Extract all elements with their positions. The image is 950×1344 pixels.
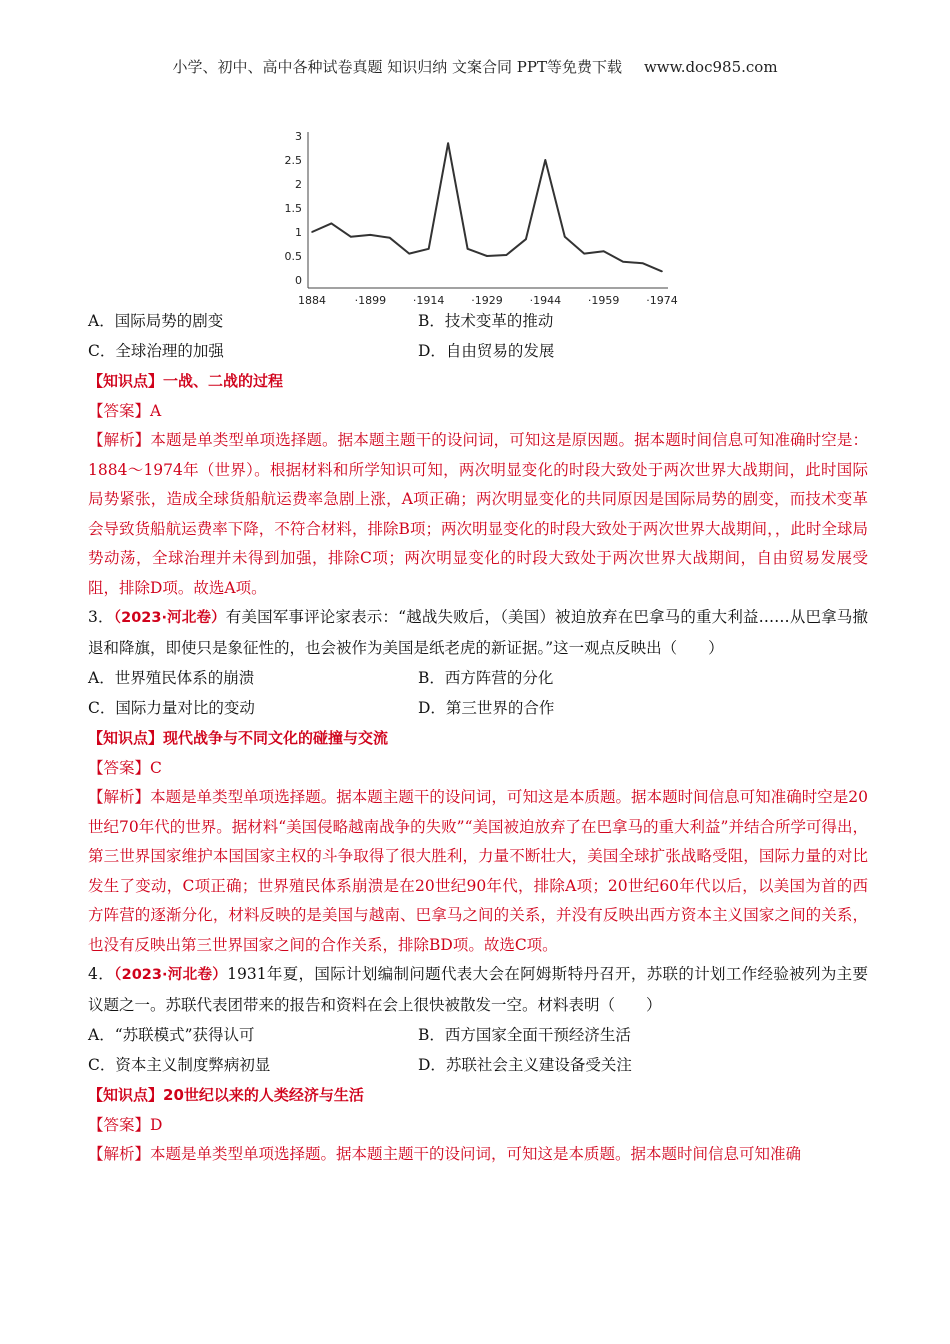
q4-source-tag: （2023·河北卷） [114, 967, 228, 983]
q4-answer: 【答案】D [88, 1116, 163, 1134]
q3-knowledge-point [88, 723, 868, 753]
q2-knowledge-point [88, 366, 868, 396]
q3-option-b[interactable]: B．西方阵营的分化 [418, 669, 554, 687]
y-tick-label: 0 [295, 274, 302, 287]
q4-options-row-2 [88, 1050, 868, 1080]
q4-options-row-1 [88, 1020, 868, 1050]
q2-option-a[interactable]: A．国际局势的剧变 [88, 312, 224, 330]
q2-options-row-1 [88, 306, 868, 336]
data-point [389, 237, 391, 239]
kp-text: 一战、二战的过程 [163, 372, 284, 390]
data-point [661, 271, 663, 273]
data-point [311, 231, 313, 233]
data-point [525, 238, 527, 240]
q4-option-b[interactable]: B．西方国家全面干预经济生活 [418, 1026, 631, 1044]
kp-label: 【知识点】 [88, 729, 164, 747]
q3-number: 3． [88, 608, 114, 626]
data-point [447, 142, 449, 144]
kp-text: 20世纪以来的人类经济与生活 [163, 1086, 364, 1104]
data-point [545, 159, 547, 161]
y-tick-label: 2.5 [284, 154, 302, 167]
q3-stem-text: 有美国军事评论家表示：“越战失败后，（美国）被迫放弃在巴拿马的重大利益……从巴拿马撤退和降旗，即使只是象征性的，也会被作为美国是纸老虎的新证据。”这一观点反映出（ ） [88, 608, 868, 657]
x-tick-label: ·1929 [471, 294, 503, 305]
q4-option-a[interactable]: A．“苏联模式”获得认可 [88, 1026, 255, 1044]
page-header [0, 56, 950, 77]
q3-stem [88, 603, 868, 663]
q2-option-d[interactable]: D．自由贸易的发展 [418, 342, 555, 360]
q4-stem [88, 960, 868, 1020]
y-tick-label: 0.5 [284, 250, 302, 263]
kp-label: 【知识点】 [88, 1086, 164, 1104]
x-tick-label: ·1944 [529, 294, 562, 305]
q3-option-a[interactable]: A．世界殖民体系的崩溃 [88, 669, 255, 687]
q3-source-tag: （2023·河北卷） [113, 610, 226, 626]
header-site: www.doc985.com [643, 58, 778, 76]
data-point [583, 253, 585, 255]
q2-options-row-2 [88, 336, 868, 366]
q2-option-c[interactable]: C．全球治理的加强 [88, 342, 224, 360]
data-point [370, 234, 372, 236]
kp-text: 现代战争与不同文化的碰撞与交流 [163, 729, 389, 747]
q3-analysis: 【解析】本题是单类型单项选择题。据本题主题干的设问词，可知这是本质题。据本题时间信息可知准确时空是20世纪70年代的世界。据材料“美国侵略越南战争的失败”“美国被迫放弃了在巴拿马的重大利益”并结合所学可得出，第三世界国家维护本国国家主权的斗争取得了很大胜利，力量不断壮大，美国全球扩张战略受阻，国际力量的对比发生了变动，C项正确；世界殖民体系崩溃是在20世纪90年代，排除A项；20世纪60年代以后，以美国为首的西方阵营的逐渐分化，材料反映的是美国与越南、巴拿马之间的关系，并没有反映出西方资本主义国家之间的关系，也没有反映出第三世界国家之间的合作关系，排除BD项。故选C项。 [88, 788, 868, 954]
q2-option-b[interactable]: B．技术变革的推动 [418, 312, 554, 330]
y-tick-label: 1 [295, 226, 302, 239]
q3-options-row-1 [88, 663, 868, 693]
y-tick-label: 3 [295, 130, 302, 143]
line-chart [280, 120, 680, 305]
series-line [312, 143, 662, 271]
data-point [408, 253, 410, 255]
data-point [603, 250, 605, 252]
q4-knowledge-point [88, 1080, 868, 1110]
q4-option-c[interactable]: C．资本主义制度弊病初显 [88, 1056, 271, 1074]
q3-option-d[interactable]: D．第三世界的合作 [418, 699, 555, 717]
header-text: 小学、初中、高中各种试卷真题 知识归纳 文案合同 PPT等免费下载 [172, 58, 622, 76]
question-content [88, 306, 868, 1170]
q3-options-row-2 [88, 693, 868, 723]
q2-answer: 【答案】A [88, 402, 162, 420]
data-point [622, 261, 624, 263]
data-point [642, 262, 644, 264]
y-tick-label: 1.5 [284, 202, 302, 215]
data-point [506, 254, 508, 256]
q3-answer: 【答案】C [88, 759, 162, 777]
freight-rate-chart [280, 120, 680, 305]
data-point [331, 223, 333, 225]
q4-analysis: 【解析】本题是单类型单项选择题。据本题主题干的设问词，可知这是本质题。据本题时间信息可知准确 [88, 1145, 802, 1163]
y-tick-label: 2 [295, 178, 302, 191]
q4-stem-text: 1931年夏，国际计划编制问题代表大会在阿姆斯特丹召开，苏联的计划工作经验被列为主要议题之一。苏联代表团带来的报告和资料在会上很快被散发一空。材料表明（ ） [88, 965, 868, 1014]
kp-label: 【知识点】 [88, 372, 164, 390]
q4-number: 4． [88, 965, 115, 983]
q2-analysis: 【解析】本题是单类型单项选择题。据本题主题干的设问词，可知这是原因题。据本题时间信息可知准确时空是：1884～1974年（世界）。根据材料和所学知识可知，两次明显变化的时段大致处于两次世界大战期间，此时国际局势紧张，造成全球货船航运费率急剧上涨，A项正确；两次明显变化的共同原因是国际局势的剧变，而技术变革会导致货船航运费率下降，不符合材料，排除B项；两次明显变化的时段大致处于两次世界大战期间，，此时全球局势动荡，全球治理并未得到加强，排除C项；两次明显变化的时段大致处于两次世界大战期间，自由贸易发展受阻，排除D项。故选A项。 [88, 431, 868, 597]
data-point [564, 236, 566, 238]
data-point [467, 248, 469, 250]
data-point [428, 248, 430, 250]
x-tick-label: ·1914 [412, 294, 445, 305]
x-tick-label: 1884 [298, 294, 326, 305]
x-tick-label: ·1974 [646, 294, 678, 305]
x-tick-label: ·1899 [354, 294, 387, 305]
q3-option-c[interactable]: C．国际力量对比的变动 [88, 699, 255, 717]
x-tick-label: ·1959 [587, 294, 620, 305]
data-point [350, 236, 352, 238]
q4-option-d[interactable]: D．苏联社会主义建设备受关注 [418, 1056, 632, 1074]
data-point [486, 255, 488, 257]
